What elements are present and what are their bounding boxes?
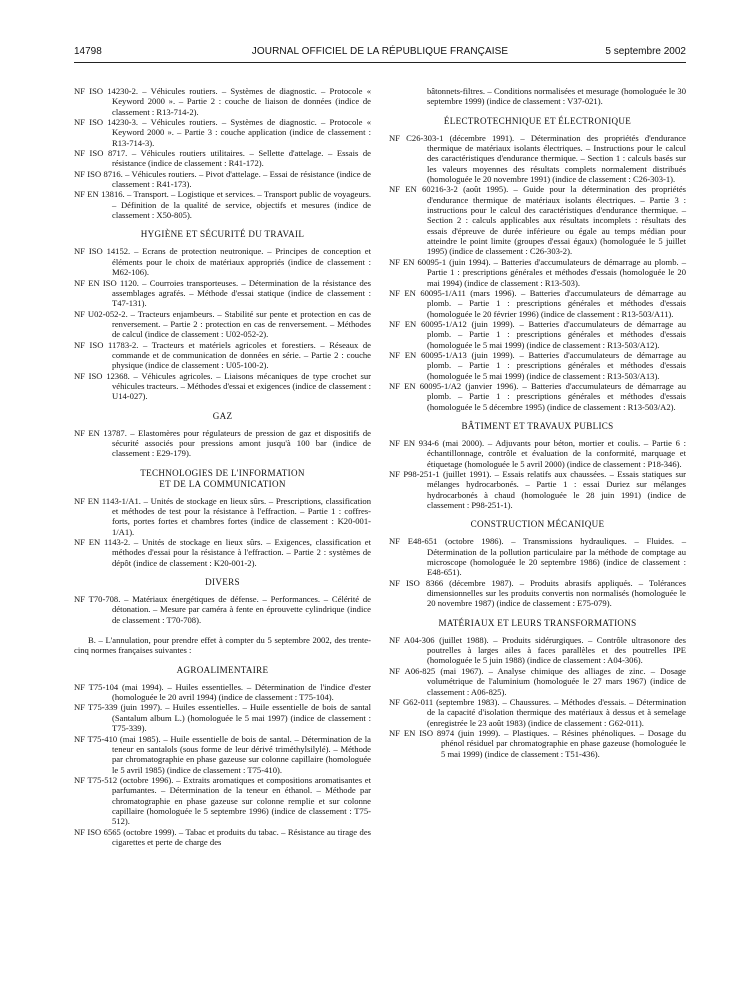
standard-entry: NF EN 60095-1/A11 (mars 1996). – Batteries d'accumulateurs de démarrage au plomb. – Partie 1 : prescriptions générales et méthodes d'essais (homologuée le 20 février 1996) (indice de classement : R13-503/A11). (389, 287, 686, 319)
standard-entry: NF T75-104 (mai 1994). – Huiles essentielles. – Détermination de l'indice d'ester (homologuée le 20 avril 1994) (indice de classement : T75-104). (74, 681, 371, 703)
standard-entry: NF E48-651 (octobre 1986). – Transmissions hydrauliques. – Fluides. – Détermination de la pollution particulaire par la méthode de comptage au microscope (homologuée le 20 septembre 1986) (indice de classement : E48-651). (389, 536, 686, 578)
page-header (74, 46, 686, 60)
annulation-paragraph: B. – L'annulation, pour prendre effet à compter du 5 septembre 2002, des trente-cinq normes françaises suivantes : (74, 635, 371, 656)
standard-entry: NF ISO 8717. – Véhicules routiers utilitaires. – Sellette d'attelage. – Essais de résistance (indice de classement : R41-172). (74, 148, 371, 169)
section-heading: TECHNOLOGIES DE L'INFORMATION (140, 467, 305, 478)
section-heading: ÉLECTROTECHNIQUE ET ÉLECTRONIQUE (443, 115, 632, 126)
standard-entry: NF EN 60095-1/A13 (juin 1999). – Batteries d'accumulateurs de démarrage au plomb. – Partie 1 : prescriptions générales et méthodes d'essais (homologuée le 5 mai 1999) (indice de classement : R13-503/A13). (389, 349, 686, 381)
issue-date: 5 septembre 2002 (605, 46, 686, 57)
section-heading: MATÉRIAUX ET LEURS TRANSFORMATIONS (438, 617, 637, 628)
standard-entry: NF ISO 14230-2. – Véhicules routiers. – Systèmes de diagnostic. – Protocole « Keyword 2000 ». – Partie 2 : couche de liaison de données (indice de classement : R13-714-2). (74, 86, 371, 117)
standard-entry: NF EN 1143-1/A1. – Unités de stockage en lieux sûrs. – Prescriptions, classification et méthodes de test pour la résistance à l'effraction. – Partie 1 : coffres-forts, portes fortes et chambres fortes (indice de classement : K20-001-1/A1). (74, 495, 371, 537)
standard-entry: NF EN 13787. – Elastomères pour régulateurs de pression de gaz et dispositifs de sécurité associés pour pressions amont jusqu'à 100 bar (indice de classement : E29-179). (74, 427, 371, 459)
standard-entry: NF T75-339 (juin 1997). – Huiles essentielles. – Huile essentielle de bois de santal (Santalum album L.) (homologuée le 5 mai 1997) (indice de classement : T75-339). (74, 702, 371, 734)
section-heading: AGROALIMENTAIRE (176, 664, 269, 675)
standard-entry: NF EN 13816. – Transport. – Logistique et services. – Transport public de voyageurs. – Définition de la qualité de service, objectifs et mesures (indice de classement : X50-805). (74, 189, 371, 221)
section-heading: DIVERS (205, 577, 240, 588)
section-heading: HYGIÈNE ET SÉCURITÉ DU TRAVAIL (140, 229, 305, 240)
standard-entry: NF C26-303-1 (décembre 1991). – Détermination des propriétés d'endurance thermique de matériaux isolants électriques. – Instructions pour le calcul des caractéristiques d'endurance thermique. – Section 1 : calculs basés sur les valeurs moyennes des résultats complets normalement distribués (homologuée le 20 novembre 1991) (indice de classement : C26-303-1). (389, 132, 686, 185)
standard-entry: NF EN 934-6 (mai 2000). – Adjuvants pour béton, mortier et coulis. – Partie 6 : échantillonnage, contrôle et évaluation de la conformité, marquage et étiquetage (homologuée le 5 avril 2000) (indice de classement : P18-346). (389, 437, 686, 469)
standard-entry: NF ISO 8716. – Véhicules routiers. – Pivot d'attelage. – Essai de résistance (indice de classement : R41-173). (74, 168, 371, 190)
right-column (389, 86, 686, 759)
standard-entry: NF A04-306 (juillet 1988). – Produits sidérurgiques. – Contrôle ultrasonore des poutrelles à larges ailes à faces parallèles et des poutrelles IPE (homologuée le 5 juin 1988) (indice de classement : A04-306). (389, 634, 686, 666)
standard-entry: NF EN 60095-1/A12 (juin 1999). – Batteries d'accumulateurs de démarrage au plomb. – Partie 1 : prescriptions générales et méthodes d'essais (homologuée le 5 mai 1999) (indice de classement : R13-503/A12). (389, 318, 686, 350)
section-heading: CONSTRUCTION MÉCANIQUE (470, 519, 605, 530)
standard-entry: NF P98-251-1 (juillet 1991). – Essais relatifs aux chaussées. – Essais statiques sur mélanges hydrocarbonés. – Partie 1 : essai Duriez sur mélanges hydrocarbonés à chaud (homologuée le 28 juin 1991) (indice de classement : P98-251-1). (389, 469, 686, 511)
left-column (74, 86, 371, 847)
page-number: 14798 (74, 46, 102, 57)
standard-entry-continued: bâtonnets-filtres. – Conditions normalisées et mesurage (homologuée le 30 septembre 1999) (indice de classement : V37-021). (427, 86, 686, 107)
standard-entry: NF T75-512 (octobre 1996). – Extraits aromatiques et compositions aromatisantes et parfumantes. – Détermination de la teneur en éthanol. – Méthode par chromatographie en phase gazeuse sur colonne remplie et sur colonne capillaire (homologuée le 5 septembre 1996) (indice de classement : T75-512). (74, 774, 371, 827)
section-heading: BÂTIMENT ET TRAVAUX PUBLICS (461, 420, 614, 431)
standard-entry: NF EN 60216-3-2 (août 1995). – Guide pour la détermination des propriétés d'endurance thermique de matériaux isolants électriques. – Partie 3 : instructions pour le calcul des caractéristiques d'endurance thermique. – Section 2 : calculs applicables aux résultats incomplets : résultats des essais d'épreuve de durée inférieure ou égale au temps médian pour atteindre le point limite (groupes d'essai égaux) (homologuée le 5 juillet 1995) (indice de classement : C26-303-2). (389, 184, 686, 257)
standard-entry: NF G62-011 (septembre 1983). – Chaussures. – Méthodes d'essais. – Détermination de la capacité d'isolation thermique des matériaux à dessus et à semelage (enregistrée le 23 août 1983) (indice de classement : G62-011). (389, 696, 686, 728)
standard-entry: NF U02-052-2. – Tracteurs enjambeurs. – Stabilité sur pente et protection en cas de renversement. – Partie 2 : protection en cas de renversement. – Méthodes de calcul (indice de classement : U02-052-2). (74, 308, 371, 340)
standard-entry: NF T75-410 (mai 1985). – Huile essentielle de bois de santal. – Détermination de la teneur en santalols (sous forme de leur dérivé triméthylsilylé). – Méthode par chromatographie en phase gazeuse sur colonne capillaire (homologuée le 5 avril 1985) (indice de classement : T75-410). (74, 733, 371, 775)
standard-entry: NF ISO 11783-2. – Tracteurs et matériels agricoles et forestiers. – Réseaux de commande et de communication de données en série. – Partie 2 : couche physique (indice de classement : U05-100-2). (74, 339, 371, 371)
standard-entry: NF EN 60095-1 (juin 1994). – Batteries d'accumulateurs de démarrage au plomb. – Partie 1 : prescriptions générales et méthodes d'essais (homologuée le 20 mai 1994) (indice de classement : R13-503). (389, 256, 686, 288)
standard-entry: NF ISO 6565 (octobre 1999). – Tabac et produits du tabac. – Résistance au tirage des cigarettes et perte de charge des (74, 826, 371, 847)
header-rule (74, 62, 686, 63)
section-heading: GAZ (212, 410, 233, 421)
standard-entry: NF ISO 12368. – Véhicules agricoles. – Liaisons mécaniques de type crochet sur véhicules tracteurs. – Méthodes d'essai et exigences (indice de classement : U14-027). (74, 370, 371, 402)
standard-entry: NF EN 1143-2. – Unités de stockage en lieux sûrs. – Exigences, classification et méthodes d'essai pour la résistance à l'effraction. – Partie 2 : systèmes de dépôt (indice de classement : K20-001-2). (74, 537, 371, 568)
standard-entry: NF A06-825 (mai 1967). – Analyse chimique des alliages de zinc. – Dosage volumétrique de l'aluminium (homologuée le 27 mars 1967) (indice de classement : A06-825). (389, 665, 686, 697)
standard-entry: NF T70-708. – Matériaux énergétiques de défense. – Performances. – Célérité de détonation. – Mesure par caméra à fente en éprouvette cylindrique (indice de classement : T70-708). (74, 594, 371, 625)
standard-entry: NF EN ISO 8974 (juin 1999). – Plastiques. – Résines phénoliques. – Dosage du phénol résiduel par chromatographie en phase gazeuse (homologuée le 5 mai 1999) (indice de classement : T51-436). (389, 727, 686, 759)
standard-entry: NF EN 60095-1/A2 (janvier 1996). – Batteries d'accumulateurs de démarrage au plomb. – Partie 1 : prescriptions générales et méthodes d'essais (homologuée le 5 décembre 1995) (indice de classement : R13-503/A2). (389, 380, 686, 412)
standard-entry: NF ISO 14152. – Ecrans de protection neutronique. – Principes de conception et éléments pour le choix de matériaux appropriés (indice de classement : M62-106). (74, 246, 371, 278)
standard-entry: NF EN ISO 1120. – Courroies transporteuses. – Détermination de la résistance des assemblages agrafés. – Méthode d'essai statique (indice de classement : T47-131). (74, 277, 371, 309)
journal-title: JOURNAL OFFICIEL DE LA RÉPUBLIQUE FRANÇAISE (251, 46, 509, 57)
section-heading: ET DE LA COMMUNICATION (159, 478, 286, 489)
standard-entry: NF ISO 8366 (décembre 1987). – Produits abrasifs appliqués. – Tolérances dimensionnelles sur les produits convertis non normalisés (homologuée le 20 novembre 1987) (indice de classement : E75-079). (389, 577, 686, 609)
standard-entry: NF ISO 14230-3. – Véhicules routiers. – Systèmes de diagnostic. – Protocole « Keyword 2000 ». – Partie 3 : couche application (indice de classement : R13-714-3). (74, 117, 371, 148)
